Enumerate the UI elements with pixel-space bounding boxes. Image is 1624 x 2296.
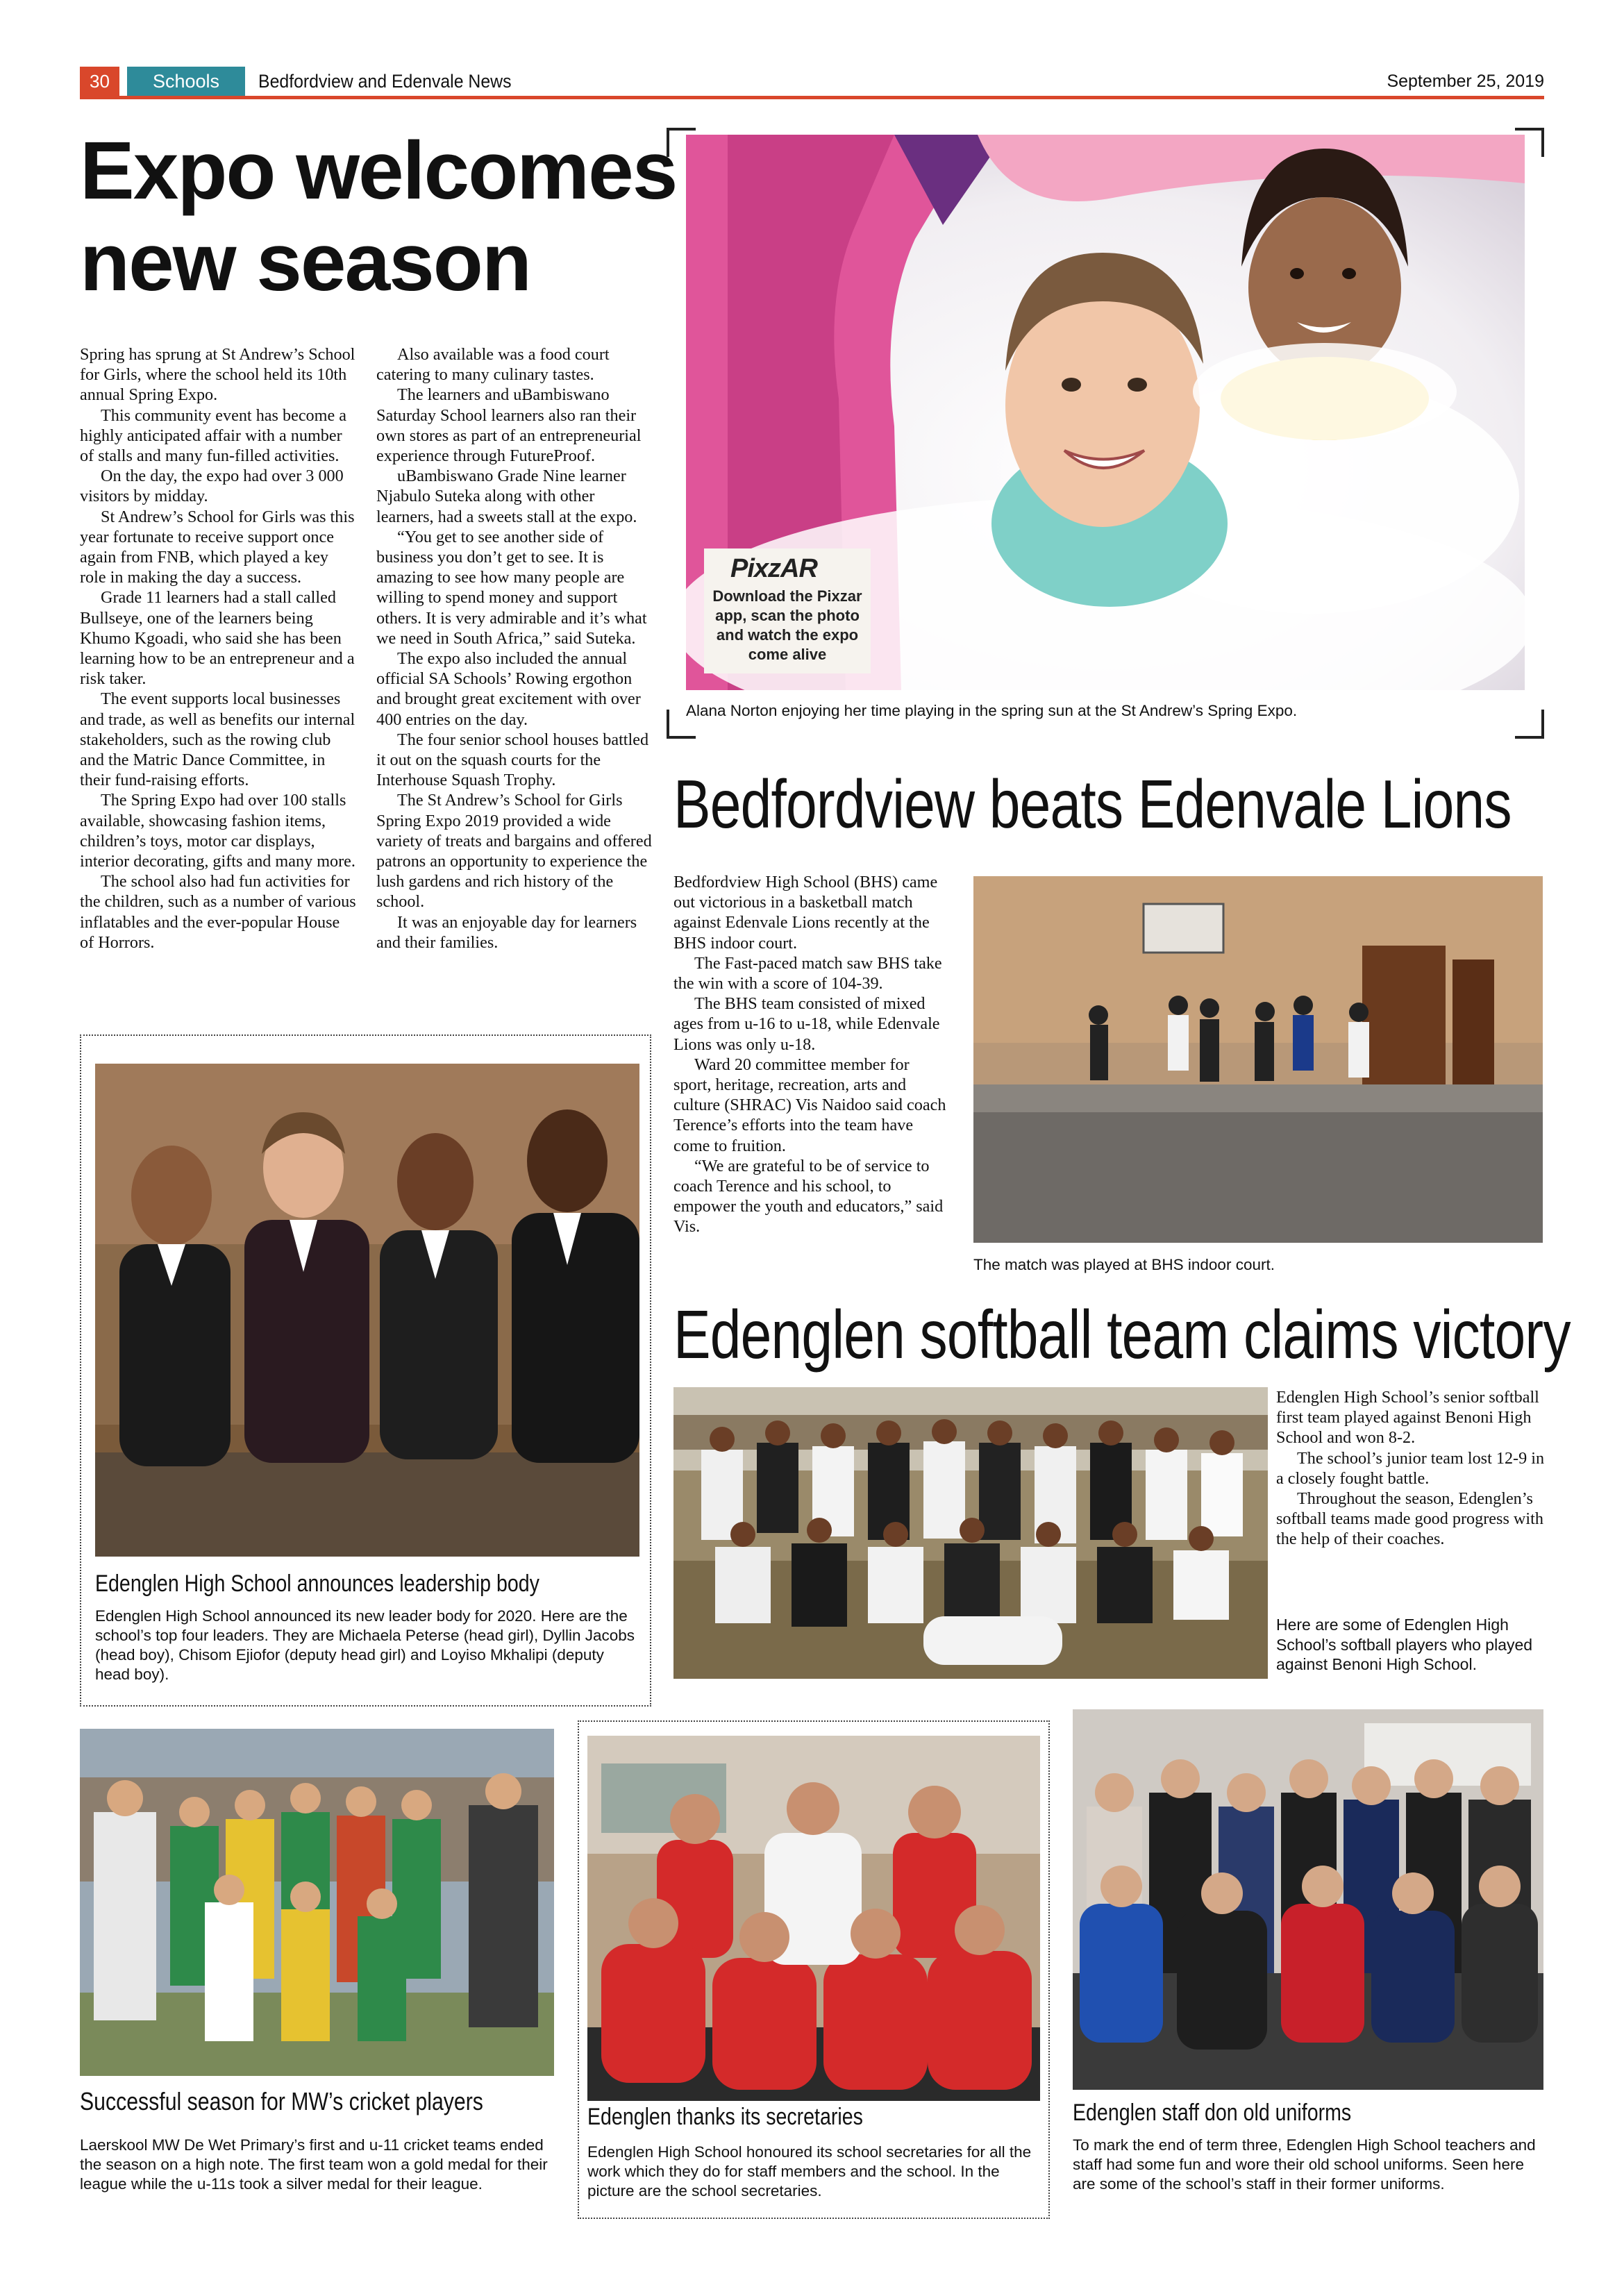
expo-photo-frame (667, 125, 1544, 736)
paragraph: Edenglen High School’s senior softball first team played against Benoni High School and won 8-2. (1276, 1388, 1539, 1448)
paragraph: St Andrew’s School for Girls was this year fortunate to receive support once again from FNB, which played a key role in making the day a success. (80, 507, 355, 587)
softball-headline: Edenglen softball team claims victory (673, 1296, 1571, 1373)
expo-headline-line1: Expo welcomes (80, 125, 677, 217)
expo-column-2 (376, 344, 654, 953)
pixzar-box (704, 548, 871, 673)
secretaries-photo (587, 1736, 1040, 2101)
uniforms-photo (1073, 1709, 1543, 2090)
page-number: 30 (80, 67, 119, 96)
pixzar-logo: PixzAR (730, 554, 817, 583)
uniforms-caption: To mark the end of term three, Edenglen High School teachers and staff had some fun and wore their old school uniforms. Seen here are some of the school’s staff in their former uniforms. (1073, 2136, 1536, 2193)
paragraph: The Fast-paced match saw BHS take the win with a score of 104-39. (673, 953, 942, 994)
paragraph: The expo also included the annual official SA Schools’ Rowing ergothon and brought great excitement with over 400 entries on the day. (376, 649, 641, 729)
expo-headline (80, 125, 677, 308)
secretaries-caption: Edenglen High School honoured its school secretaries for all the work which they do for staff members and the school. In the picture are the school secretaries. (587, 2143, 1032, 2199)
softball-column (1276, 1387, 1547, 1550)
softball-photo-caption: Here are some of Edenglen High School’s softball players who played against Benoni High School. (1276, 1616, 1533, 1673)
pixzar-text: Download the Pixzar app, scan the photo and watch the expo come alive (712, 587, 862, 663)
section-tab: Schools (127, 67, 245, 96)
paragraph: Grade 11 learners had a stall called Bullseye, one of the learners being Khumo Kgoadi, who said she has been learning how to be an entrepreneur and a risk taker. (80, 588, 355, 689)
paragraph: The school’s junior team lost 12-9 in a closely fought battle. (1276, 1448, 1545, 1488)
crop-mark-br (1515, 710, 1544, 739)
cricket-title: Successful season for MW’s cricket players (80, 2087, 483, 2115)
softball-photo (673, 1387, 1268, 1679)
paragraph: Ward 20 committee member for sport, heritage, recreation, arts and culture (SHRAC) Vis Naidoo said coach Terence’s efforts into the team have come to fruition. (673, 1055, 946, 1155)
basketball-photo (973, 876, 1543, 1243)
paragraph: It was an enjoyable day for learners and their families. (376, 912, 637, 952)
paragraph: Throughout the season, Edenglen’s softball teams made good progress with the help of their coaches. (1276, 1489, 1543, 1549)
header-rule (80, 96, 1544, 99)
paragraph: The school also had fun activities for the children, such as a number of various inflatables and the ever-popular House of Horrors. (80, 872, 356, 952)
leadership-title: Edenglen High School announces leadership body (95, 1570, 539, 1597)
paragraph: The learners and uBambiswano Saturday School learners also ran their own stores as part of an entrepreneurial experience through FutureProof. (376, 385, 642, 466)
paragraph: This community event has become a highly anticipated affair with a number of stalls and many fun-filled activities. (80, 405, 346, 466)
paragraph: The event supports local businesses and trade, as well as benefits our internal stakeholders, such as the rowing club and the Matric Dance Committee, in their fund-raising efforts. (80, 689, 355, 790)
paragraph: “We are grateful to be of service to coach Terence and his school, to empower the youth and educators,” said Vis. (673, 1156, 944, 1237)
paragraph: The St Andrew’s School for Girls Spring Expo 2019 provided a wide variety of treats and bargains and offered patrons an opportunity to experience the lush gardens and rich history of the school. (376, 791, 652, 912)
paragraph: uBambiswano Grade Nine learner Njabulo Suteka along with other learners, had a sweets stall at the expo. (376, 467, 637, 526)
leadership-caption: Edenglen High School announced its new leader body for 2020. Here are the school’s top four leaders. They are Michaela Peterse (head girl), Dyllin Jacobs (head boy), Chisom Ejiofor (deputy head girl) and Loyiso Mkhalipi (deputy head boy). (95, 1607, 635, 1683)
expo-column-1 (80, 344, 358, 953)
basketball-column (673, 872, 951, 1237)
expo-photo-caption: Alana Norton enjoying her time playing in the spring sun at the St Andrew’s Spring Expo. (686, 702, 1298, 719)
uniforms-title: Edenglen staff don old uniforms (1073, 2100, 1352, 2126)
secretaries-title: Edenglen thanks its secretaries (587, 2104, 863, 2130)
paragraph: On the day, the expo had over 3 000 visitors by midday. (80, 467, 344, 506)
paragraph: “You get to see another side of business you don’t get to see. It is amazing to see how many people are willing to spend money and support others. It is very admirable and it’s what we need in South Africa,” said Suteka. (376, 527, 647, 648)
paragraph: The BHS team consisted of mixed ages from u-16 to u-18, while Edenvale Lions was only u-18. (673, 994, 940, 1054)
paragraph: The Spring Expo had over 100 stalls available, showcasing fashion items, children’s toys, motor car displays, interior decorating, gifts and many more. (80, 791, 355, 871)
cricket-caption: Laerskool MW De Wet Primary’s first and u-11 cricket teams ended the season on a high note. The first team won a gold medal for their league while the u-11s took a silver medal for their league. (80, 2136, 548, 2193)
leadership-photo (95, 1064, 639, 1557)
publication-name: Bedfordview and Edenvale News (258, 71, 512, 92)
paragraph: The four senior school houses battled it out on the squash courts for the Interhouse Squash Trophy. (376, 730, 649, 790)
cricket-photo (80, 1729, 554, 2076)
basketball-photo-caption: The match was played at BHS indoor court. (973, 1256, 1275, 1273)
publication-date: September 25, 2019 (1387, 72, 1544, 91)
basketball-headline: Bedfordview beats Edenvale Lions (673, 766, 1512, 842)
paragraph: Also available was a food court catering to many culinary tastes. (376, 345, 610, 385)
paragraph: Spring has sprung at St Andrew’s School for Girls, where the school held its 10th annual Spring Expo. (80, 345, 355, 405)
expo-headline-line2: new season (80, 217, 530, 309)
paragraph: Bedfordview High School (BHS) came out victorious in a basketball match against Edenvale Lions recently at the BHS indoor court. (673, 873, 938, 953)
